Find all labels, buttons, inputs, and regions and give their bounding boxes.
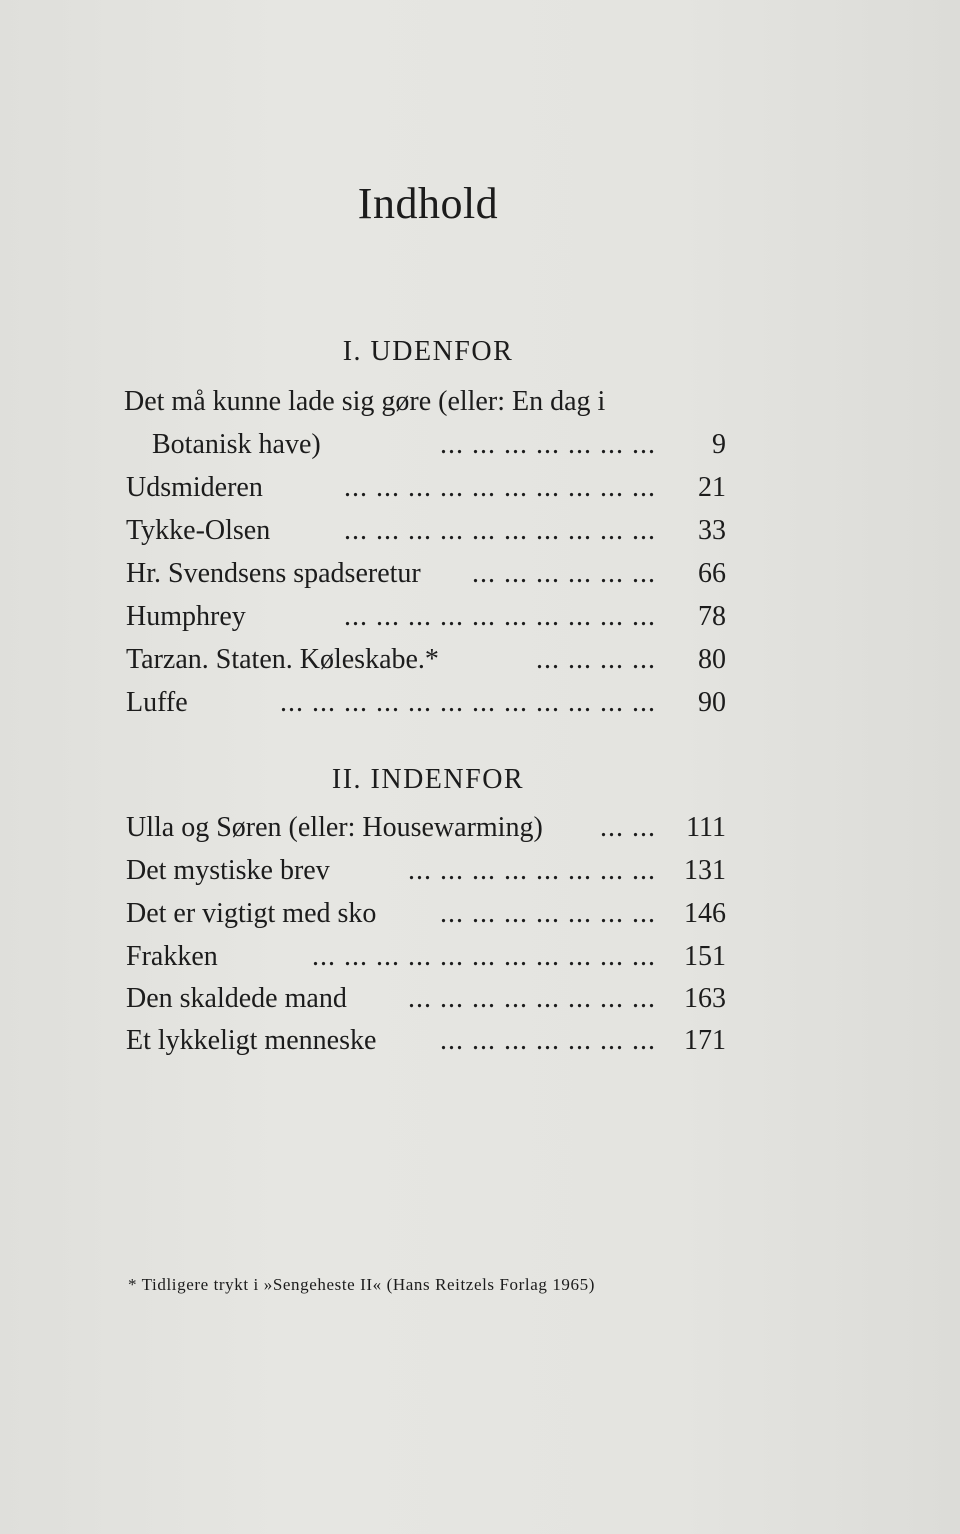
toc-entry-label: Ulla og Søren (eller: Housewarming) [126,812,543,843]
toc-entry [126,1021,730,1061]
toc-page-number: 131 [684,855,726,886]
toc-page-number: 151 [684,941,726,972]
toc-entry-label: Tykke-Olsen [126,515,271,546]
toc-entry [126,597,730,637]
section-heading-udenfor: I. UDENFOR [342,336,514,367]
toc-entry [126,937,730,977]
leader-dots: ... ... ... ... ... ... [472,558,656,589]
leader-dots: ... ... ... ... [536,644,656,675]
toc-page-number: 171 [684,1025,726,1056]
toc-entry-label: Det er vigtigt med sko [126,898,377,929]
toc-entry [126,851,730,891]
toc-entry [126,808,730,848]
leader-dots: ... ... ... ... ... ... ... ... ... ... [344,515,656,546]
toc-entry-label: Humphrey [126,601,246,632]
leader-dots: ... ... [600,812,656,843]
toc-page-number: 33 [698,515,726,546]
leader-dots: ... ... ... ... ... ... ... ... ... ... [344,601,656,632]
toc-entry [126,894,730,934]
page-title: Indhold [357,179,499,228]
toc-page-number: 78 [698,601,726,632]
toc-entry-label: Hr. Svendsens spadseretur [126,558,421,589]
toc-page-number: 9 [712,429,726,460]
toc-page-number: 80 [698,644,726,675]
toc-entry-label: Frakken [126,941,218,972]
toc-entry [126,468,730,508]
toc-entry-label: Det mystiske brev [126,855,330,886]
leader-dots: ... ... ... ... ... ... ... ... ... ... [344,472,656,503]
footnote: * Tidligere trykt i »Sengeheste II« (Hans Reitzels Forlag 1965) [128,1275,595,1294]
toc-page-number: 111 [686,812,726,843]
section-heading-indenfor: II. INDENFOR [331,764,525,795]
toc-page-number: 21 [698,472,726,503]
leader-dots: ... ... ... ... ... ... ... [440,898,656,929]
toc-entry-label: Udsmideren [126,472,263,503]
leader-dots: ... ... ... ... ... ... ... ... [408,983,656,1014]
toc-entry-label: Et lykkeligt menneske [126,1025,377,1056]
toc-page-number: 146 [684,898,726,929]
toc-entry [126,640,730,680]
toc-page-number: 90 [698,687,726,718]
toc-entry-label: Botanisk have) [152,429,321,460]
toc-entry [126,979,730,1019]
leader-dots: ... ... ... ... ... ... ... ... ... ... ... [312,941,656,972]
toc-entry-label: Tarzan. Staten. Køleskabe.* [126,644,439,675]
leader-dots: ... ... ... ... ... ... ... [440,429,656,460]
leader-dots: ... ... ... ... ... ... ... ... ... ... ... ... [280,687,656,718]
leader-dots: ... ... ... ... ... ... ... ... [408,855,656,886]
toc-entry [126,683,730,723]
toc-entry-label: Luffe [126,687,188,718]
toc-entry [126,511,730,551]
toc-page-number: 163 [684,983,726,1014]
toc-entry [126,554,730,594]
leader-dots: ... ... ... ... ... ... ... [440,1025,656,1056]
toc-entry [126,425,730,465]
toc-page-number: 66 [698,558,726,589]
toc-entry-label: Den skaldede mand [126,983,347,1014]
toc-entry-label-line1: Det må kunne lade sig gøre (eller: En dag i [124,386,606,417]
